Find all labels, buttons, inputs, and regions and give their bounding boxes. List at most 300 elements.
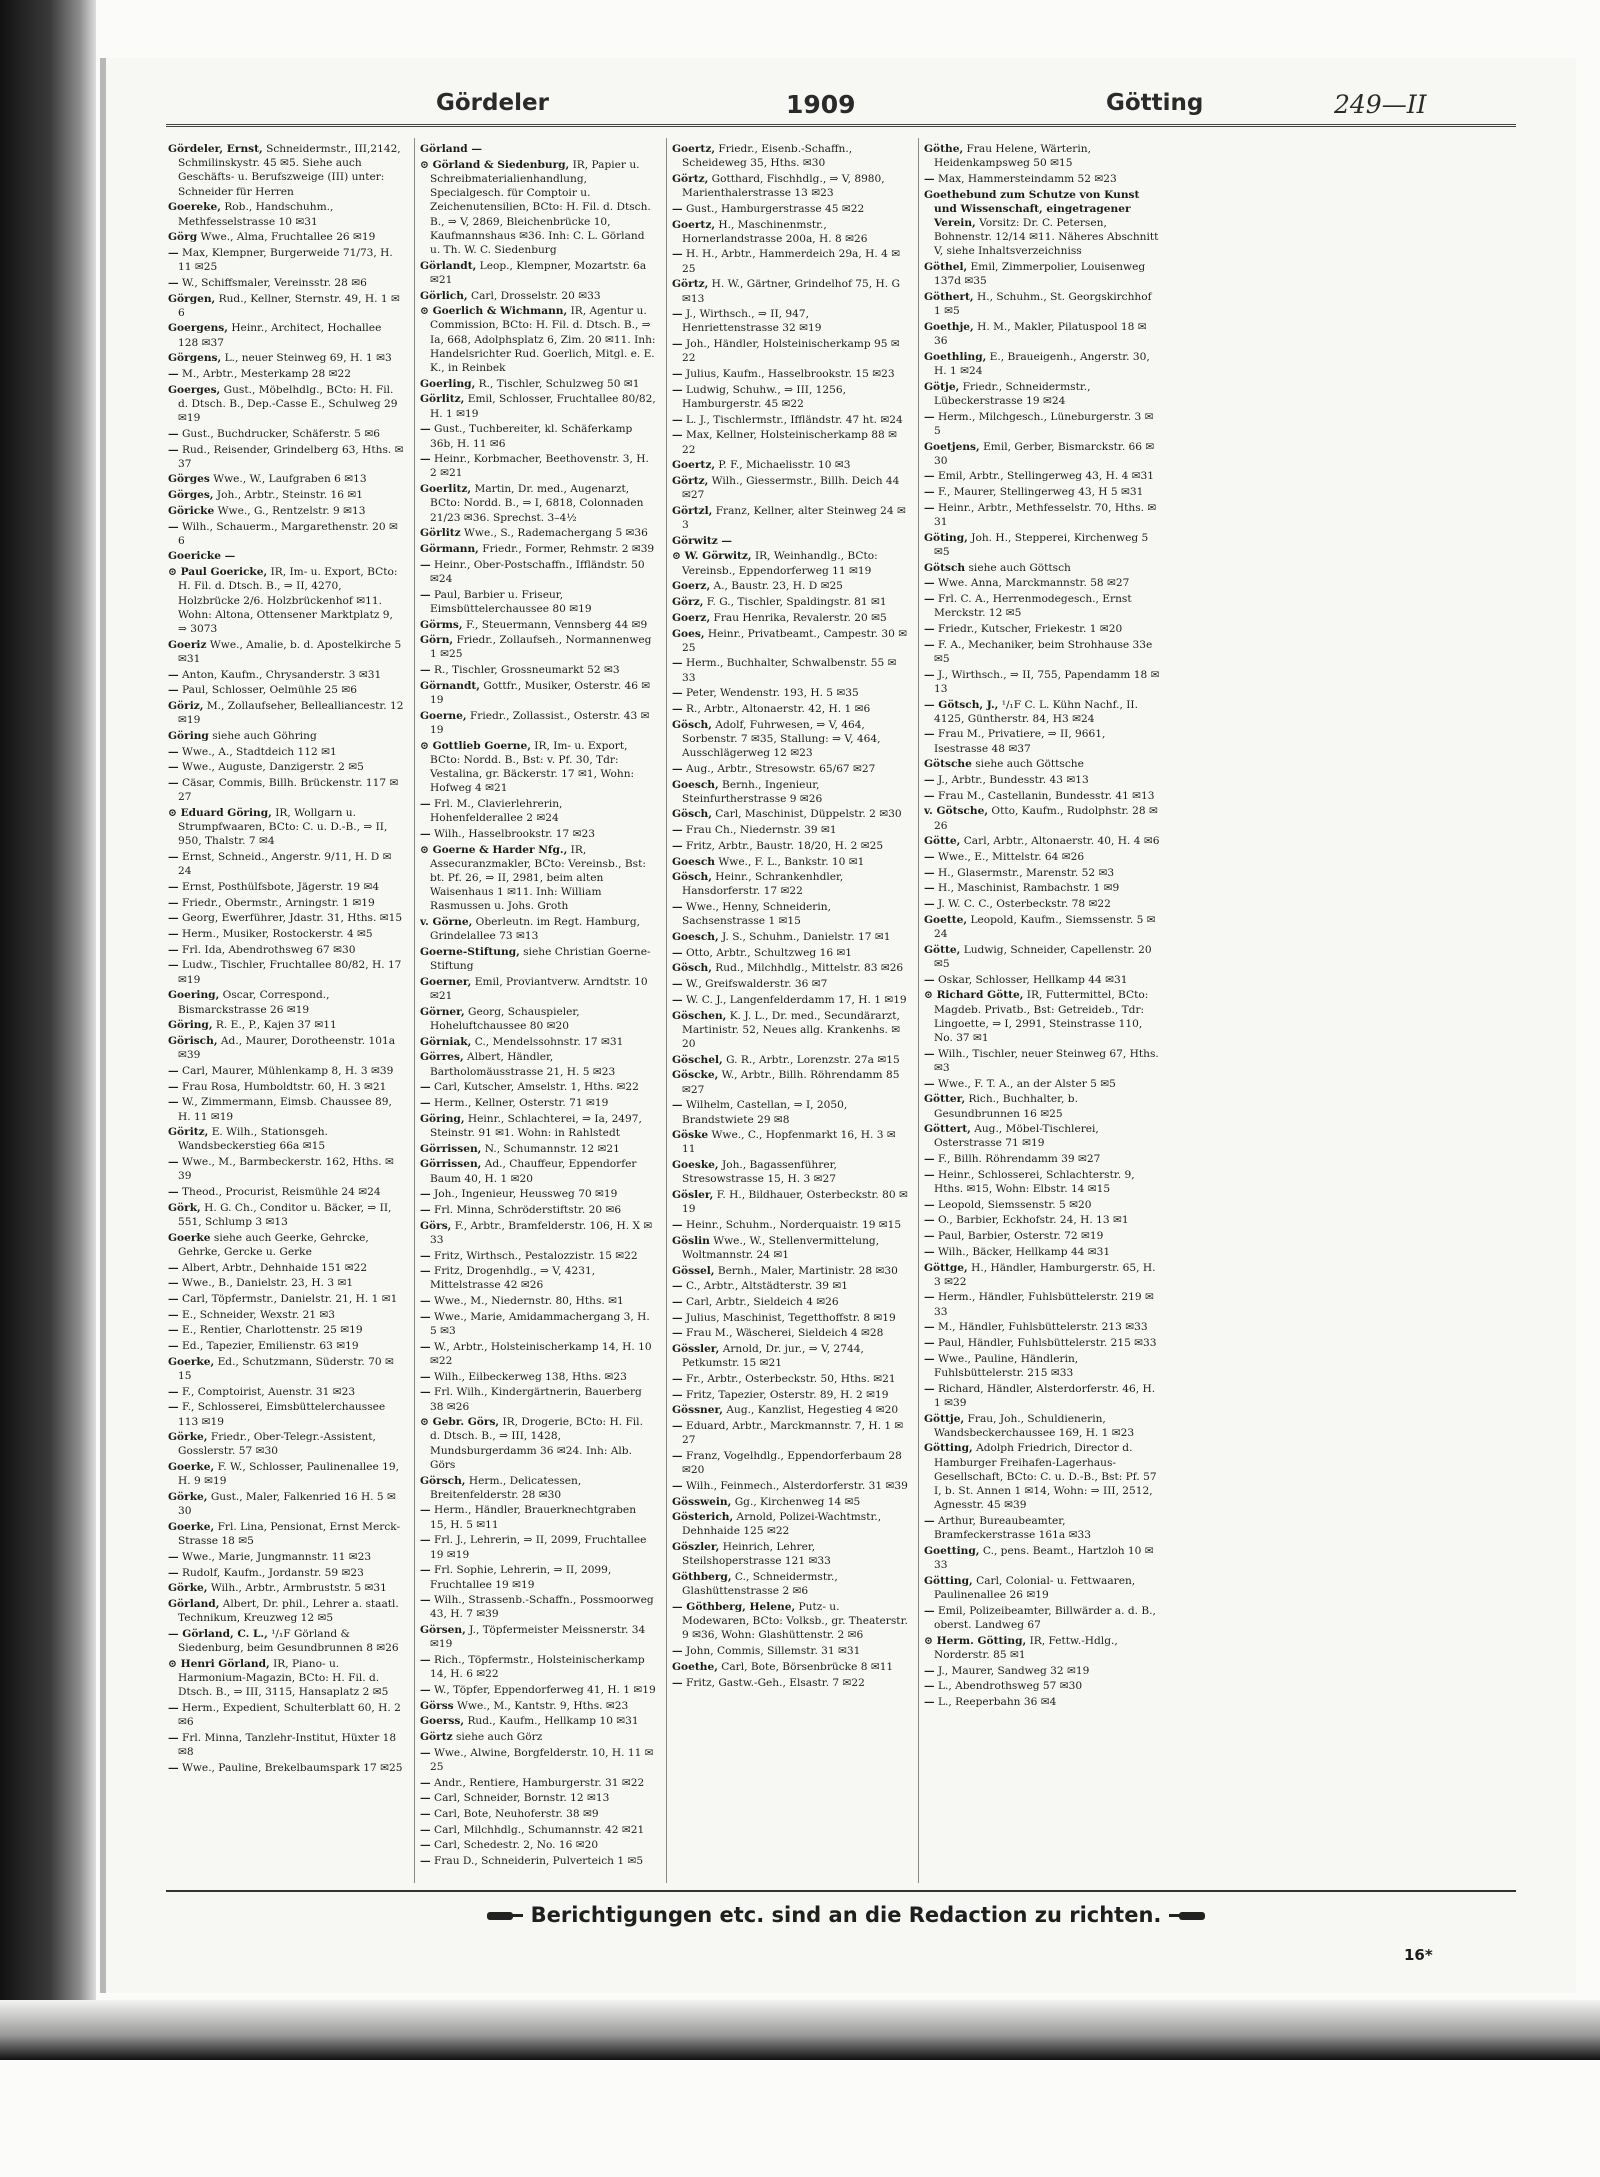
directory-entry — [420, 422, 656, 450]
entry-details: Carl, Kutscher, Amselstr. 1, Hths. ✉22 — [433, 1081, 639, 1094]
entry-details: Rudolf, Kaufm., Jordanstr. 59 ✉23 — [181, 1566, 364, 1579]
entry-name: — — [420, 1386, 431, 1399]
entry-name: — — [672, 946, 683, 959]
entry-name: Goetjens, — [924, 440, 980, 453]
entry-details: Wwe., W., Stellenvermittelung, Woltmannstr. 24 ✉1 — [682, 1234, 880, 1261]
entry-details: R., Tischler, Schulzweg 50 ✉1 — [478, 377, 640, 390]
directory-entry — [168, 142, 404, 199]
entry-name: Gösch, — [672, 962, 712, 975]
scan-bottom-edge-shadow — [0, 2000, 1600, 2060]
entry-details: Carl, Bote, Neuhoferstr. 38 ✉9 — [433, 1808, 599, 1821]
entry-name: ⊙ Gebr. Görs, — [420, 1416, 500, 1429]
directory-entry — [672, 428, 908, 456]
entry-name: — — [420, 588, 431, 601]
entry-name: Göttge, — [924, 1261, 968, 1274]
entry-name: Görsch, — [420, 1474, 466, 1487]
entry-name: — — [168, 1385, 179, 1398]
entry-details: Frau Helene, Wärterin, Heidenkampsweg 50 ✉15 — [934, 143, 1091, 170]
entry-details: IR, Wollgarn u. Strumpfwaaren, BCto: C. u. D.-B., ⇒ II, 950, Thalstr. 7 ✉4 — [178, 806, 388, 848]
entry-name: — — [924, 1695, 935, 1708]
directory-entry — [672, 961, 908, 975]
directory-entry — [420, 633, 656, 661]
entry-details: siehe auch Göhring — [212, 729, 317, 742]
entry-details: Franz, Vogelhdlg., Eppendorferbaum 28 ✉20 — [682, 1449, 902, 1477]
entry-name: Gösch, — [672, 871, 712, 884]
header-page-number: 249—II — [1334, 90, 1427, 119]
entry-details: Cäsar, Commis, Billh. Brückenstr. 117 ✉27 — [178, 777, 399, 804]
entry-name: Görtz, — [672, 278, 709, 291]
directory-entry — [420, 558, 656, 586]
entry-details: Wwe., G., Rentzelstr. 9 ✉13 — [217, 504, 366, 517]
directory-entry — [420, 1157, 656, 1185]
directory-entry — [168, 911, 404, 925]
entry-details: Herm., Händler, Brauerknechtgraben 15, H. 5 ✉11 — [430, 1504, 637, 1531]
entry-details: Frl. Ida, Abendrothsweg 67 ✉30 — [181, 943, 356, 956]
directory-entry — [420, 588, 656, 616]
entry-name: — — [924, 1230, 935, 1243]
directory-entry — [924, 172, 1160, 186]
directory-entry — [672, 218, 908, 246]
entry-name: Göthert, — [924, 291, 974, 304]
entry-name: Gösch, — [672, 808, 712, 821]
entry-name: Görlitz — [420, 527, 461, 540]
directory-entry — [420, 1791, 656, 1805]
directory-entry — [924, 576, 1160, 590]
header-last-name: Götting — [1106, 90, 1204, 116]
directory-entry — [420, 1854, 656, 1868]
entry-name: Göring — [168, 729, 209, 742]
entry-details: Friedr., Ober-Telegr.-Assistent, Gosslerstr. 57 ✉30 — [178, 1431, 376, 1458]
entry-details: Max, Klempner, Burgerweide 71/73, H. 11 ✉25 — [178, 246, 393, 274]
directory-entry — [672, 458, 908, 472]
entry-name: — — [924, 1337, 935, 1350]
entry-details: Fritz, Drogenhdlg., ⇒ V, 4231, Mittelstrasse 42 ✉26 — [430, 1265, 596, 1292]
entry-details: Emil, Proviantverw. Arndtstr. 10 ✉21 — [430, 975, 648, 1003]
directory-entry — [924, 988, 1160, 1045]
entry-name: Goerlitz, — [420, 483, 472, 496]
entry-details: Wilh., Strassenb.-Schaffn., Possmoorweg 43, H. 7 ✉39 — [430, 1594, 654, 1621]
entry-name: — — [672, 1479, 683, 1492]
entry-details: Julius, Maschinist, Tegetthoffstr. 8 ✉19 — [685, 1311, 896, 1324]
entry-name: ⊙ W. Görwitz, — [672, 550, 752, 563]
entry-details: L., neuer Steinweg 69, H. 1 ✉3 — [224, 352, 392, 365]
entry-details: Herm., Delicatessen, Breitenfelderstr. 28 ✉30 — [430, 1474, 582, 1501]
footer-notice — [396, 1903, 1296, 1927]
entry-name: — — [420, 558, 431, 571]
entry-name: — — [672, 1645, 683, 1658]
entry-name: ⊙ Goerne & Harder Nfg., — [420, 843, 568, 856]
entry-details: H. M., Makler, Pilatuspool 18 ✉36 — [934, 320, 1147, 348]
directory-entry — [672, 1234, 908, 1262]
entry-details: Heinr., Korbmacher, Beethovenstr. 3, H. 2 ✉21 — [430, 453, 649, 480]
entry-details: Heinr., Schuhm., Norderquaistr. 19 ✉15 — [685, 1218, 902, 1231]
directory-entry — [924, 1047, 1160, 1075]
directory-entry — [420, 663, 656, 677]
entry-details: G. R., Arbtr., Lorenzstr. 27a ✉15 — [726, 1053, 900, 1066]
directory-entry — [924, 1634, 1160, 1662]
directory-entry — [168, 565, 404, 636]
entry-details: Friedr., Obermstr., Arningstr. 1 ✉19 — [181, 896, 375, 909]
directory-entry — [924, 440, 1160, 468]
entry-name: — — [924, 1077, 935, 1090]
entry-details: Wilhelm, Castellan, ⇒ I, 2050, Brandstwiete 29 ✉8 — [682, 1099, 848, 1126]
entry-details: Richard, Händler, Alsterdorferstr. 46, H. 1 ✉39 — [934, 1382, 1156, 1409]
entry-details: Eduard, Arbtr., Marckmannstr. 7, H. 1 ✉27 — [682, 1420, 904, 1447]
directory-entry — [672, 474, 908, 502]
entry-name: Görsen, — [420, 1624, 466, 1637]
directory-entry — [420, 1249, 656, 1263]
entry-name: — — [924, 1514, 935, 1527]
directory-entry — [924, 773, 1160, 787]
entry-details: Carl, Töpfermstr., Danielstr. 21, H. 1 ✉1 — [181, 1292, 398, 1305]
entry-details: Max, Hammersteindamm 52 ✉23 — [937, 172, 1117, 185]
entry-name: — — [420, 423, 431, 436]
entry-name: Görgens, — [168, 352, 222, 365]
entry-name: — — [168, 1080, 179, 1093]
entry-details: Frau M., Castellanin, Bundesstr. 41 ✉13 — [937, 789, 1155, 802]
directory-entry — [924, 531, 1160, 559]
entry-name: Goerling, — [420, 377, 476, 390]
directory-entry — [672, 1644, 908, 1658]
entry-name: — — [672, 308, 683, 321]
directory-entry — [924, 142, 1160, 170]
entry-name: Goesch, — [672, 931, 719, 944]
entry-details: Arnold, Polizei-Wachtmstr., Dehnhaide 125 ✉22 — [682, 1511, 882, 1538]
directory-entry — [168, 1566, 404, 1580]
entry-details: Fritz, Wirthsch., Pestalozzistr. 15 ✉22 — [433, 1249, 638, 1262]
entry-name: Görgen, — [168, 292, 216, 305]
directory-entry — [924, 1664, 1160, 1678]
directory-entry — [168, 1490, 404, 1518]
entry-name: Görtz, — [672, 172, 709, 185]
entry-name: — — [924, 789, 935, 802]
directory-entry — [420, 304, 656, 375]
directory-entry — [168, 1550, 404, 1564]
directory-entry — [672, 930, 908, 944]
entry-name: Göthberg, — [672, 1571, 732, 1584]
entry-name: — — [168, 668, 179, 681]
entry-details: Ernst, Schneid., Angerstr. 9/11, H. D ✉24 — [178, 851, 392, 878]
entry-name: — — [420, 1097, 431, 1109]
entry-details: IR, Fettw.-Hdlg., Norderstr. 85 ✉1 — [934, 1634, 1118, 1661]
entry-details: Gottfr., Musiker, Osterstr. 46 ✉19 — [430, 679, 651, 707]
directory-entry — [420, 797, 656, 825]
entry-name: ⊙ Goerlich & Wichmann, — [420, 305, 568, 318]
entry-name: — — [924, 851, 935, 864]
directory-entry — [168, 1155, 404, 1183]
entry-details: F., Arbtr., Bramfelderstr. 106, H. X ✉33 — [430, 1219, 653, 1246]
directory-entry — [420, 1370, 656, 1384]
entry-name: Goerne, — [420, 709, 467, 722]
directory-entry — [924, 380, 1160, 408]
directory-entry — [924, 1092, 1160, 1120]
entry-name: — — [924, 882, 935, 895]
directory-entry — [168, 1520, 404, 1548]
directory-entry — [672, 1660, 908, 1674]
directory-entry — [420, 1563, 656, 1591]
entry-name: Göttje, — [924, 1412, 965, 1425]
directory-entry — [924, 897, 1160, 911]
directory-entry — [672, 383, 908, 411]
entry-details: Friedr., Eisenb.-Schaffn., Scheideweg 35, Hths. ✉30 — [682, 143, 853, 170]
entry-details: Frau D., Schneiderin, Pulverteich 1 ✉5 — [433, 1855, 644, 1868]
entry-details: Ludwig, Schuhw., ⇒ III, 1256, Hamburgerstr. 45 ✉22 — [682, 383, 847, 410]
directory-entry — [672, 1388, 908, 1402]
entry-name: Gössler, — [672, 1343, 720, 1356]
directory-entry — [924, 638, 1160, 666]
entry-name: Götter, — [924, 1093, 966, 1106]
entry-name: Görn, — [420, 634, 454, 647]
entry-name: Goesch — [672, 855, 715, 868]
directory-entry — [420, 482, 656, 525]
directory-entry — [672, 993, 908, 1007]
directory-entry — [420, 1112, 656, 1140]
entry-name: — — [672, 1327, 683, 1340]
directory-entry — [672, 870, 908, 898]
directory-entry — [924, 913, 1160, 941]
entry-name: — — [420, 1203, 431, 1216]
entry-details: Wwe., Amalie, b. d. Apostelkirche 5 ✉31 — [178, 638, 402, 665]
entry-details: Arthur, Bureaubeamter, Bramfeckerstrasse 161a ✉33 — [934, 1514, 1091, 1542]
entry-details: Friedr., Zollassist., Osterstr. 43 ✉19 — [430, 709, 650, 736]
entry-details: IR, Piano- u. Harmonium-Magazin, BCto: H. Fil. d. Dtsch. B., ⇒ III, 3115, Hansaplatz 2 ✉5 — [178, 1657, 389, 1699]
entry-details: F., Steuermann, Vennsberg 44 ✉9 — [465, 618, 648, 631]
entry-details: C., Arbtr., Altstädterstr. 39 ✉1 — [685, 1280, 849, 1293]
entry-details: H., Schuhm., St. Georgskirchhof 1 ✉5 — [934, 291, 1152, 318]
entry-name: — — [168, 912, 179, 925]
directory-entry — [672, 946, 908, 960]
directory-entry — [924, 485, 1160, 499]
entry-details: Wwe. Anna, Marckmannstr. 58 ✉27 — [937, 577, 1130, 590]
directory-entry — [924, 622, 1160, 636]
directory-entry — [168, 504, 404, 518]
entry-name: — — [924, 1153, 935, 1166]
entry-details: Otto, Kaufm., Rudolphstr. 28 ✉26 — [934, 805, 1158, 832]
entry-details: Rud., Kellner, Sternstr. 49, H. 1 ✉6 — [178, 292, 400, 319]
directory-entry — [420, 1503, 656, 1531]
directory-entry — [672, 595, 908, 609]
directory-entry — [420, 142, 656, 156]
directory-entry — [924, 1382, 1160, 1410]
entry-details: Wwe., C., Hopfenmarkt 16, H. 3 ✉11 — [682, 1129, 896, 1156]
directory-entry — [420, 1415, 656, 1472]
column-separator — [414, 138, 415, 1883]
entry-details: Wilh., Tischler, neuer Steinweg 67, Hths. ✉3 — [934, 1047, 1159, 1074]
directory-entry — [168, 1385, 404, 1399]
entry-details: IR, Im- u. Export, BCto: H. Fil. d. Dtsch. B., ⇒ II, 4270, Holzbrücke 2/6. Holzbrückenhof ✉11. Wohn: Altona, Ottensener Marktplatz 9, ⇒ 3073 — [178, 566, 398, 635]
entry-name: — — [420, 1081, 431, 1094]
entry-name: — — [168, 1096, 179, 1109]
entry-details: siehe auch Geerke, Gehrcke, Gehrke, Gercke u. Gerke — [178, 1231, 369, 1258]
directory-entry — [168, 1231, 404, 1259]
directory-entry — [672, 549, 908, 577]
entry-name: Göscke, — [672, 1069, 719, 1082]
entry-name: Görres, — [420, 1051, 464, 1064]
entry-details: Wwe., W., Laufgraben 6 ✉13 — [213, 473, 367, 486]
directory-entry — [924, 1261, 1160, 1289]
entry-name: Goertz, — [672, 218, 716, 231]
directory-entry — [168, 776, 404, 804]
directory-entry — [924, 1213, 1160, 1227]
directory-entry — [168, 1095, 404, 1123]
directory-entry — [924, 834, 1160, 848]
entry-name: Göszler, — [672, 1541, 720, 1554]
entry-details: F., Billh. Röhrendamm 39 ✉27 — [937, 1153, 1101, 1166]
entry-name: ⊙ Herm. Götting, — [924, 1634, 1027, 1647]
directory-entry — [924, 866, 1160, 880]
entry-details: Frau M., Wäscherei, Sieldeich 4 ✉28 — [685, 1327, 884, 1340]
entry-name: Goes, — [672, 627, 705, 640]
entry-details: Rob., Handschuhm., Methfesselstrasse 10 ✉31 — [178, 201, 334, 228]
entry-name: — — [924, 1680, 935, 1693]
entry-name: Görtzl, — [672, 504, 713, 517]
directory-entry — [672, 534, 908, 548]
directory-entry — [168, 806, 404, 849]
entry-name: Görlich, — [420, 289, 468, 302]
entry-details: Emil, Polizeibeamter, Billwärder a. d. B., oberst. Landweg 67 — [934, 1604, 1156, 1631]
entry-name: Götsche — [924, 758, 972, 771]
directory-entry — [924, 698, 1160, 726]
entry-name: — — [420, 1249, 431, 1262]
entry-details: Wwe., F. T. A., an der Alster 5 ✉5 — [937, 1077, 1116, 1090]
directory-entry — [420, 1264, 656, 1292]
directory-entry — [672, 1676, 908, 1690]
entry-name: — — [924, 774, 935, 787]
directory-entry — [672, 823, 908, 837]
directory-entry — [168, 246, 404, 274]
directory-entry — [168, 1597, 404, 1625]
entry-name: — — [168, 1731, 179, 1744]
entry-details: Albert, Händler, Bartholomäusstrasse 21, H. 5 ✉23 — [430, 1051, 616, 1078]
directory-column-2 — [420, 142, 656, 1882]
entry-details: Wwe., Alwine, Borgfelderstr. 10, H. 11 ✉25 — [430, 1746, 654, 1773]
entry-details: M., Arbtr., Mesterkamp 28 ✉22 — [181, 368, 351, 381]
entry-details: siehe auch Görz — [455, 1731, 543, 1744]
entry-name: Goeske, — [672, 1159, 719, 1172]
entry-name: — — [924, 638, 935, 651]
entry-details: Franz, Kellner, alter Steinweg 24 ✉3 — [682, 504, 906, 532]
directory-entry — [672, 1158, 908, 1186]
entry-details: Friedr., Zollaufseh., Normannenweg 1 ✉25 — [430, 634, 652, 661]
footer-rule — [166, 1890, 1516, 1892]
entry-name: ⊙ Görland & Siedenburg, — [420, 158, 570, 171]
entry-details: Frl. Sophie, Lehrerin, ⇒ II, 2099, Fruchtallee 19 ✉19 — [430, 1564, 612, 1591]
entry-name: Görrissen, — [420, 1142, 482, 1155]
directory-entry — [924, 668, 1160, 696]
entry-name: Götje, — [924, 380, 960, 393]
entry-name: — — [420, 1808, 431, 1821]
entry-name: Gösterich, — [672, 1511, 734, 1524]
directory-entry — [168, 351, 404, 365]
entry-details: Frl. M., Clavierlehrerin, Hohenfelderallee 2 ✉24 — [430, 797, 563, 825]
entry-details: Georg, Ewerführer, Jdastr. 31, Hths. ✉15 — [181, 912, 403, 925]
directory-entry — [672, 367, 908, 381]
entry-details: ¹/₁F C. L. Kühn Nachf., II. 4125, Güntherstr. 84, H3 ✉24 — [934, 698, 1138, 725]
directory-entry — [924, 943, 1160, 971]
entry-name: — — [672, 1388, 683, 1401]
directory-entry — [420, 709, 656, 737]
entry-details: Bernh., Maler, Martinistr. 28 ✉30 — [717, 1264, 898, 1277]
entry-name: — — [672, 1218, 683, 1231]
directory-entry — [168, 427, 404, 441]
directory-entry — [924, 260, 1160, 288]
entry-name: — — [420, 1746, 431, 1759]
directory-entry — [420, 915, 656, 943]
directory-entry — [420, 392, 656, 420]
directory-entry — [420, 618, 656, 632]
directory-entry — [924, 1336, 1160, 1350]
entry-details: Aug., Arbtr., Stresowstr. 65/67 ✉27 — [685, 762, 876, 775]
directory-entry — [420, 1533, 656, 1561]
entry-details: Adolf, Fuhrwesen, ⇒ V, 464, Sorbenstr. 7 ✉35, Stallung: ⇒ V, 464, Ausschlägerweg 12 ✉23 — [682, 718, 881, 760]
entry-details: Carl, Maurer, Mühlenkamp 8, H. 3 ✉39 — [181, 1064, 394, 1077]
directory-page — [100, 58, 1576, 1993]
entry-name: Görniak, — [420, 1035, 472, 1048]
entry-name: Göslin — [672, 1234, 710, 1247]
entry-details: IR, Drogerie, BCto: H. Fil. d. Dtsch. B., ⇒ III, 1428, Mundsburgerdamm 36 ✉24. Inh: Alb. Görs — [430, 1416, 643, 1471]
entry-name: Goethling, — [924, 350, 987, 363]
entry-name: Götsch — [924, 561, 966, 574]
directory-entry — [672, 1600, 908, 1643]
entry-name: Görland — — [420, 143, 482, 155]
directory-entry — [672, 1372, 908, 1386]
directory-entry — [672, 579, 908, 593]
directory-entry — [168, 668, 404, 682]
directory-entry — [672, 1326, 908, 1340]
entry-name: — — [672, 824, 683, 837]
directory-entry — [672, 778, 908, 806]
entry-name: — — [672, 368, 683, 381]
directory-entry — [168, 1355, 404, 1383]
entry-name: — — [168, 928, 179, 941]
entry-name: Görg — [168, 231, 198, 244]
entry-name: Goethje, — [924, 320, 974, 333]
entry-name: — — [168, 777, 179, 790]
entry-name: — — [672, 703, 683, 716]
directory-entry — [924, 290, 1160, 318]
entry-name: — — [420, 1340, 431, 1353]
directory-entry — [924, 1352, 1160, 1380]
entry-details: Heinr., Arbtr., Methfesselstr. 70, Hths. ✉31 — [934, 501, 1157, 529]
entry-details: Wwe., Pauline, Brekelbaumspark 17 ✉25 — [181, 1761, 403, 1774]
directory-entry — [168, 1018, 404, 1032]
directory-entry — [924, 1544, 1160, 1572]
entry-name: — — [168, 246, 179, 259]
entry-details: Fr., Arbtr., Osterbeckstr. 50, Hths. ✉21 — [685, 1372, 896, 1385]
directory-entry — [924, 757, 1160, 771]
entry-name: Göschen, — [672, 1009, 727, 1022]
entry-name: Götte, — [924, 835, 961, 848]
directory-entry — [924, 973, 1160, 987]
directory-entry — [672, 1510, 908, 1538]
entry-details: Gotthard, Fischhdlg., ⇒ V, 8980, Marienthalerstrasse 13 ✉23 — [682, 172, 885, 200]
directory-entry — [420, 1838, 656, 1852]
entry-details: Frau Ch., Niedernstr. 39 ✉1 — [685, 824, 837, 837]
directory-entry — [924, 1441, 1160, 1512]
entry-name: Goerke, — [168, 1520, 215, 1533]
entry-details: Paul, Schlosser, Oelmühle 25 ✉6 — [181, 684, 357, 697]
entry-name: — — [924, 866, 935, 879]
directory-entry — [168, 383, 404, 426]
entry-name: — — [672, 413, 683, 426]
entry-details: Gust., Tuchbereiter, kl. Schäferkamp 36b, H. 11 ✉6 — [430, 423, 633, 450]
directory-entry — [924, 1679, 1160, 1693]
entry-details: Heinrich, Lehrer, Steilshoperstrasse 121 ✉33 — [682, 1541, 831, 1568]
directory-entry — [168, 1581, 404, 1595]
entry-details: Herm., Milchgesch., Lüneburgerstr. 3 ✉5 — [934, 410, 1154, 437]
entry-name: Görke, — [168, 1582, 208, 1595]
entry-name: — — [420, 453, 431, 466]
